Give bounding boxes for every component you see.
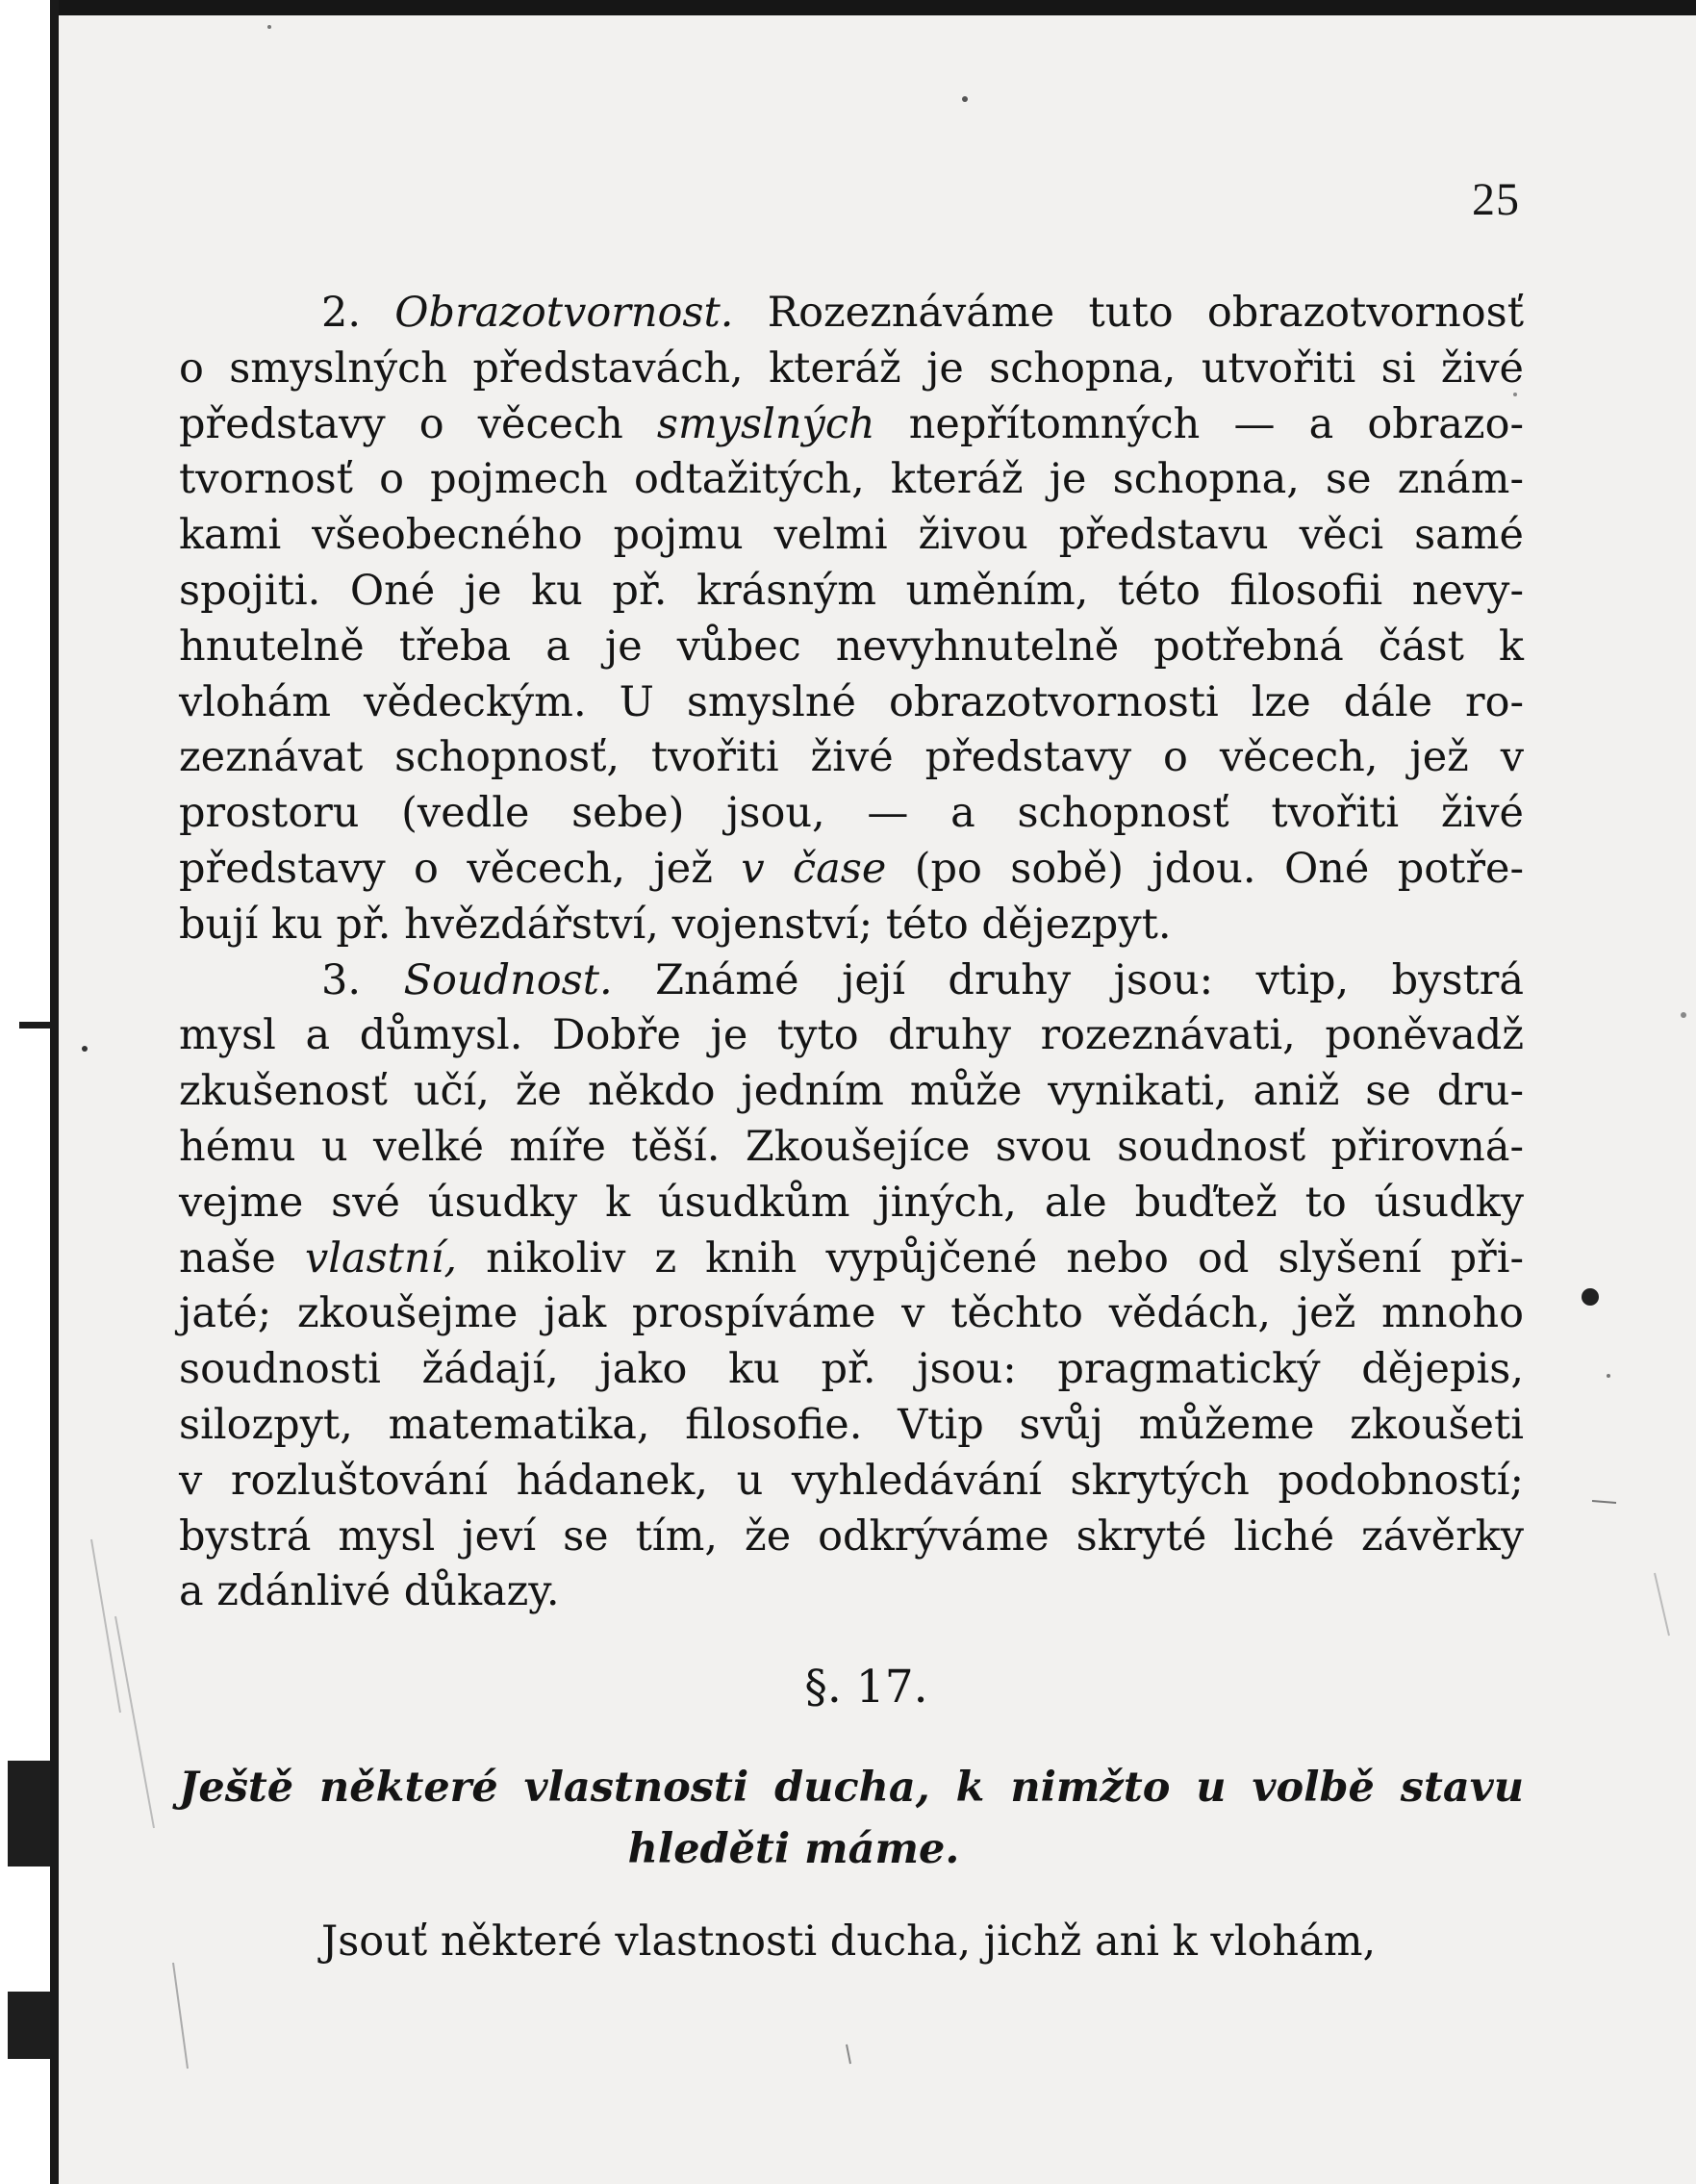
text-run: prostoru (vedle sebe) jsou, — a schopnosť tvořiti živé bbox=[179, 789, 1524, 838]
text-line bbox=[179, 1286, 1524, 1342]
text-run: Známé její druhy jsou: vtip, bystrá bbox=[612, 955, 1524, 1004]
text-run: vejme své úsudky k úsudkům jiných, ale buďtež to úsudky bbox=[179, 1178, 1524, 1227]
text-run: soudnosti žádají, jako ku př. jsou: pragmatický dějepis, bbox=[179, 1345, 1524, 1394]
text-line bbox=[179, 842, 1524, 898]
text-run: v rozluštování hádanek, u vyhledávání skrytých podobností; bbox=[179, 1456, 1524, 1505]
text-run: o smyslných představách, kteráž je schopna, utvořiti si živé bbox=[179, 343, 1524, 393]
text-run: Rozeznáváme tuto obrazotvornosť bbox=[733, 289, 1524, 337]
text-run: (po sobě) jdou. Oné potře- bbox=[886, 844, 1524, 893]
text-line bbox=[179, 1398, 1524, 1454]
text-line bbox=[179, 1564, 1524, 1620]
text-line bbox=[179, 342, 1524, 397]
text-run: zeznávat schopnosť, tvořiti živé představy o věcech, jež v bbox=[179, 733, 1524, 782]
italic-term: Soudnost. bbox=[403, 955, 613, 1004]
italic-term: v čase bbox=[741, 844, 887, 893]
closing-paragraph bbox=[179, 1915, 1524, 1970]
text-line bbox=[179, 953, 1524, 1009]
section-number: §. 17. bbox=[804, 1661, 928, 1714]
text-line bbox=[179, 898, 1524, 953]
text-line: Jsouť některé vlastnosti ducha, jichž ani k vlohám, bbox=[321, 1917, 1377, 1966]
text-run: naše bbox=[179, 1233, 305, 1282]
section-title-line: Ještě některé vlastnosti ducha, k nimžto u volbě stavu bbox=[179, 1764, 1524, 1812]
text-line bbox=[179, 397, 1524, 453]
text-run: nepřítomných — a obrazo- bbox=[874, 399, 1525, 448]
text-run: zkušenosť učí, že někdo jedním může vynikati, aniž se dru- bbox=[179, 1067, 1524, 1116]
text-run: nikoliv z knih vypůjčené nebo od slyšení při- bbox=[457, 1233, 1524, 1282]
text-line bbox=[179, 286, 1524, 342]
text-run: silozpyt, matematika, filosofie. Vtip svůj můžeme zkoušeti bbox=[179, 1400, 1524, 1449]
text-run: bystrá mysl jeví se tím, že odkrýváme skryté liché závěrky bbox=[179, 1511, 1524, 1561]
paragraph bbox=[179, 286, 1524, 953]
text-line bbox=[179, 1120, 1524, 1176]
text-run: vlohám vědeckým. U smyslné obrazotvornosti lze dále ro- bbox=[179, 677, 1524, 726]
text-run: 3. bbox=[321, 955, 404, 1004]
text-run: kami všeobecného pojmu velmi živou představu věci samé bbox=[179, 511, 1524, 560]
italic-term: vlastní, bbox=[304, 1233, 458, 1282]
text-run: hnutelně třeba a je vůbec nevyhnutelně potřebná část k bbox=[179, 622, 1524, 671]
text-line bbox=[179, 564, 1524, 620]
section-title-line: hleděti máme. bbox=[627, 1825, 960, 1873]
page-number: 25 bbox=[1472, 174, 1520, 225]
text-run: představy o věcech, jež bbox=[179, 844, 742, 893]
italic-term: smyslných bbox=[656, 399, 875, 448]
text-line bbox=[179, 786, 1524, 842]
paragraph bbox=[179, 953, 1524, 1621]
text-run: spojiti. Oné je ku př. krásným uměním, této filosofii nevy- bbox=[179, 566, 1524, 615]
text-line bbox=[179, 730, 1524, 786]
text-line bbox=[179, 675, 1524, 731]
text-run: hému u velké míře těší. Zkoušejíce svou soudnosť přirovná- bbox=[179, 1122, 1524, 1171]
text-line bbox=[179, 1064, 1524, 1120]
text-run: jaté; zkoušejme jak prospíváme v těchto vědách, jež mnoho bbox=[179, 1289, 1524, 1338]
text-run: a zdánlivé důkazy. bbox=[179, 1567, 560, 1616]
body-text bbox=[179, 286, 1524, 1620]
text-run: mysl a důmysl. Dobře je tyto druhy rozeznávati, poněvadž bbox=[179, 1011, 1524, 1060]
text-run: bují ku př. hvězdářství, vojenství; této dějezpyt. bbox=[179, 900, 1172, 949]
text-line bbox=[179, 508, 1524, 564]
text-line bbox=[179, 1510, 1524, 1565]
text-line bbox=[179, 452, 1524, 508]
text-run: představy o věcech bbox=[179, 399, 657, 448]
italic-term: Obrazotvornost. bbox=[394, 289, 734, 337]
section-title bbox=[179, 1757, 1524, 1880]
text-line bbox=[179, 1454, 1524, 1510]
text-line bbox=[179, 1008, 1524, 1064]
text-line bbox=[179, 1232, 1524, 1287]
text-line bbox=[179, 1176, 1524, 1232]
text-line bbox=[179, 1342, 1524, 1398]
text-run: tvornosť o pojmech odtažitých, kteráž je schopna, se znám- bbox=[179, 455, 1524, 504]
text-line bbox=[179, 620, 1524, 675]
text-run: 2. bbox=[321, 289, 395, 337]
